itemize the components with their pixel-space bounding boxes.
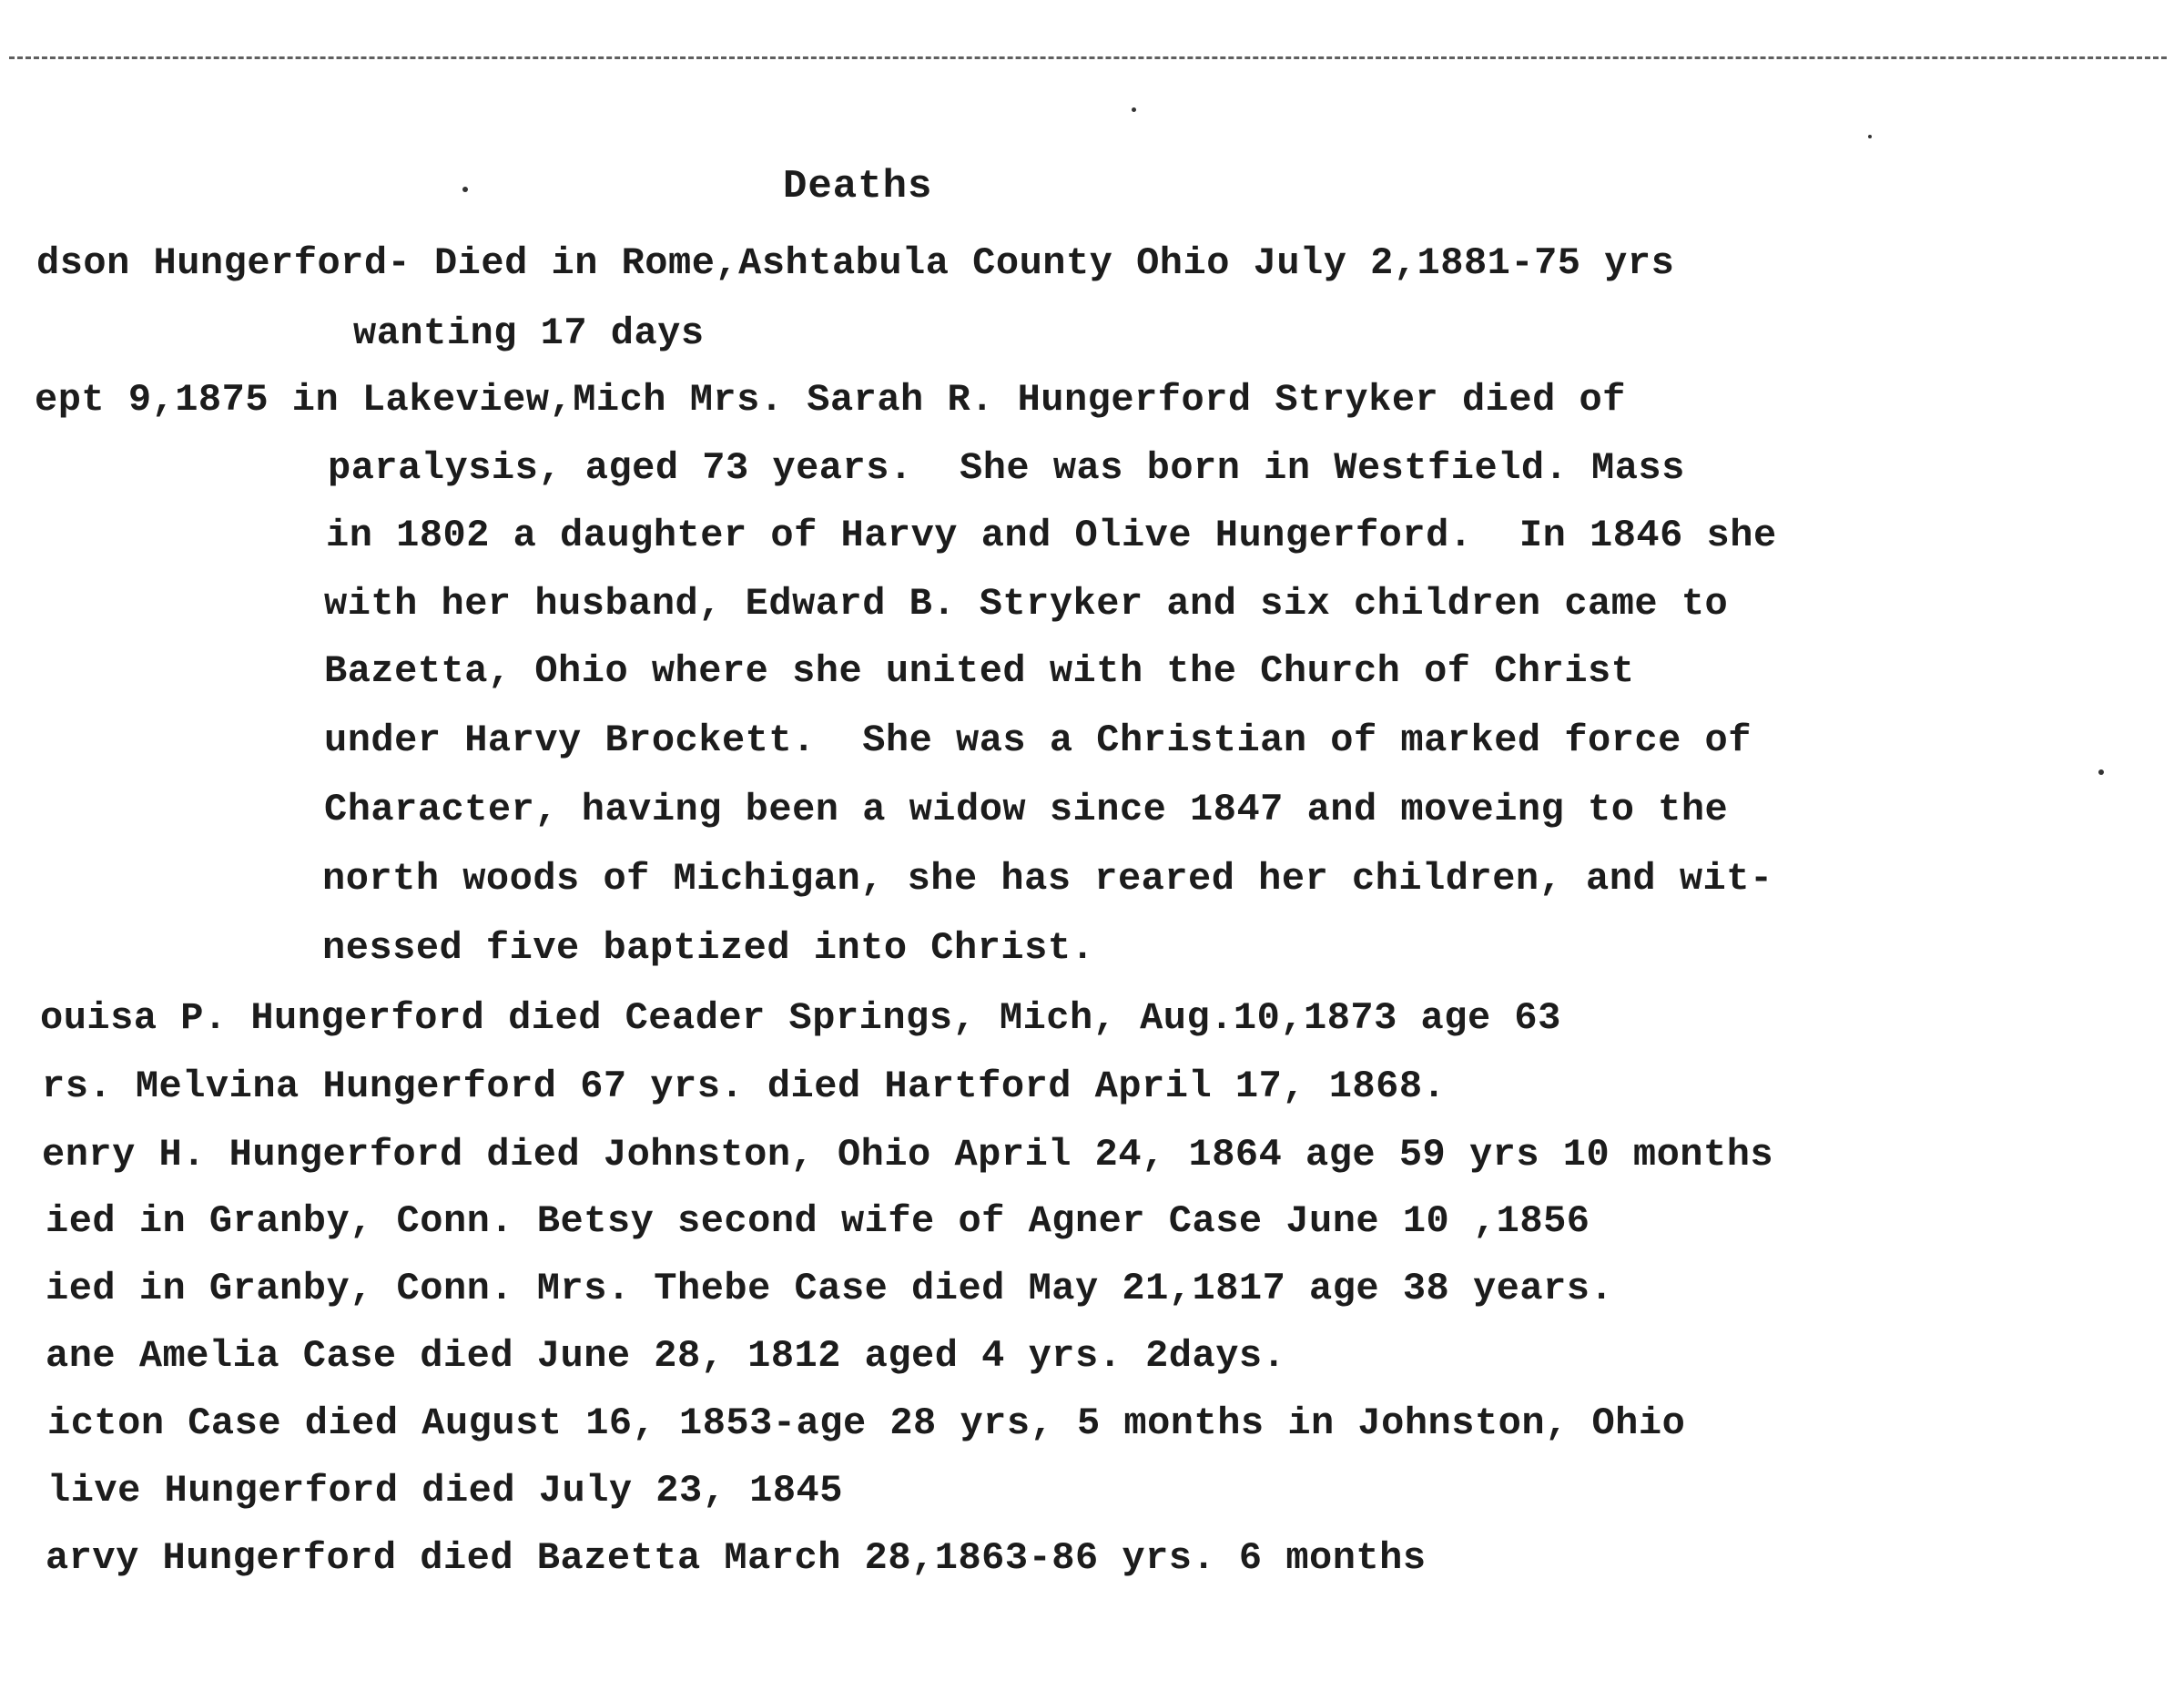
ink-speck — [2098, 769, 2104, 775]
ink-speck — [462, 187, 468, 192]
entry-line: paralysis, aged 73 years. She was born in Westfield. Mass — [328, 446, 1685, 490]
entry-line: under Harvy Brockett. She was a Christian of marked force of — [324, 718, 1752, 762]
page-title: Deaths — [783, 164, 933, 209]
entry-line: arvy Hungerford died Bazetta March 28,1863-86 yrs. 6 months — [46, 1536, 1427, 1580]
entry-line: ied in Granby, Conn. Mrs. Thebe Case died May 21,1817 age 38 years. — [46, 1267, 1614, 1310]
entry-line: dson Hungerford- Died in Rome,Ashtabula County Ohio July 2,1881-75 yrs — [36, 241, 1675, 285]
entry-line: Bazetta, Ohio where she united with the Church of Christ — [324, 649, 1635, 693]
entry-line: ane Amelia Case died June 28, 1812 aged 4 yrs. 2days. — [46, 1334, 1286, 1378]
top-edge-rule — [9, 56, 2167, 59]
entry-line: nessed five baptized into Christ. — [322, 926, 1095, 970]
entry-line: Character, having been a widow since 1847 and moveing to the — [324, 788, 1729, 831]
ink-speck — [1132, 107, 1136, 112]
entry-line: enry H. Hungerford died Johnston, Ohio April 24, 1864 age 59 yrs 10 months — [42, 1133, 1774, 1176]
entry-line: ept 9,1875 in Lakeview,Mich Mrs. Sarah R. Hungerford Stryker died of — [35, 378, 1626, 422]
entry-line: wanting 17 days — [353, 311, 705, 355]
entry-line: ouisa P. Hungerford died Ceader Springs, Mich, Aug.10,1873 age 63 — [40, 996, 1561, 1040]
entry-line: live Hungerford died July 23, 1845 — [47, 1469, 843, 1513]
entry-line: in 1802 a daughter of Harvy and Olive Hungerford. In 1846 she — [326, 514, 1777, 557]
entry-line: with her husband, Edward B. Stryker and six children came to — [324, 582, 1729, 626]
ink-speck — [1868, 135, 1872, 138]
entry-line: north woods of Michigan, she has reared her children, and wit- — [322, 857, 1773, 901]
entry-line: ied in Granby, Conn. Betsy second wife of Agner Case June 10 ,1856 — [46, 1199, 1590, 1243]
entry-line: icton Case died August 16, 1853-age 28 yrs, 5 months in Johnston, Ohio — [47, 1401, 1686, 1445]
entry-line: rs. Melvina Hungerford 67 yrs. died Hartford April 17, 1868. — [42, 1064, 1447, 1108]
